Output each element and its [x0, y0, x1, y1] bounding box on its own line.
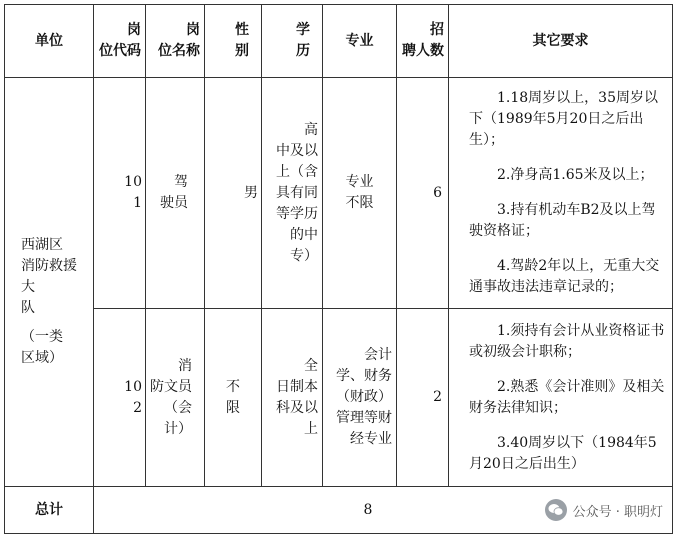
- header-post-name: 岗 位名称: [146, 5, 205, 78]
- requirement-item: 1.18周岁以上，35周岁以下（1989年5月20日之后出生）；: [469, 90, 658, 148]
- header-count: 招 聘人数: [397, 5, 449, 78]
- total-value: 8: [94, 487, 673, 534]
- header-gender: 性 别: [205, 5, 262, 78]
- watermark-text: 公众号 · 职明灯: [572, 504, 663, 520]
- post-name: 消 防文员 （会 计）: [146, 309, 205, 487]
- requirement-item: 2.净身高1.65米及以上；: [497, 167, 654, 183]
- post-code: 10 2: [94, 309, 146, 487]
- header-major: 专业: [323, 5, 397, 78]
- gender: 男: [205, 78, 262, 309]
- major: 会计 学、财务 （财政） 管理等财 经专业: [323, 309, 397, 487]
- major: 专业 不限: [323, 78, 397, 309]
- header-unit: 单位: [5, 5, 94, 78]
- requirement-item: 4.驾龄2年以上，无重大交通事故违法违章记录的；: [469, 258, 660, 295]
- education: 全 日制本 科及以 上: [262, 309, 323, 487]
- table-row: [5, 78, 673, 309]
- recruit-count: 6: [397, 78, 449, 309]
- header-post-code: 岗 位代码: [94, 5, 146, 78]
- requirements: [449, 78, 673, 309]
- post-name: 驾 驶员: [146, 78, 205, 309]
- unit-cell: [5, 78, 94, 487]
- total-label: 总计: [5, 487, 94, 534]
- wechat-icon: [545, 499, 567, 521]
- table-row: [5, 309, 673, 487]
- unit-region: （一类 区域）: [21, 329, 63, 366]
- requirements: [449, 309, 673, 487]
- requirement-item: 2.熟悉《会计准则》及相关财务法律知识；: [469, 378, 665, 416]
- education: 高 中及以 上（含 具有同 等学历 的中 专）: [262, 78, 323, 309]
- gender: 不 限: [205, 309, 262, 487]
- requirement-item: 1.须持有会计从业资格证书或初级会计职称；: [469, 322, 665, 360]
- header-row: [5, 5, 673, 78]
- recruit-count: 2: [397, 309, 449, 487]
- header-other-requirements: 其它要求: [449, 5, 673, 78]
- recruitment-table: [4, 4, 673, 534]
- watermark: [545, 499, 663, 521]
- requirement-item: 3.持有机动车B2及以上驾驶资格证；: [469, 202, 656, 239]
- requirement-item: 3.40周岁以下（1984年5月20日之后出生）: [469, 434, 657, 472]
- header-education: 学 历: [262, 5, 323, 78]
- post-code: 10 1: [94, 78, 146, 309]
- unit-name: 西湖区 消防救援大 队: [21, 237, 77, 316]
